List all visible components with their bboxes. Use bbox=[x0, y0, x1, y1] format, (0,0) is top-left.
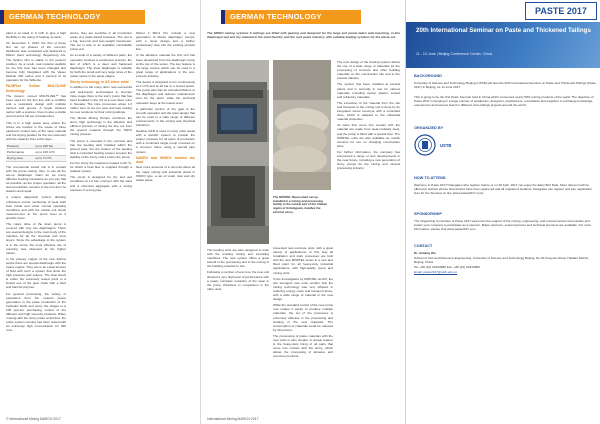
paragraph: For general processing, the variety of operations from the nearest power generation to the paste production of the hydraulic fluids and slurry the stages to a 100 percent purchasing control of the different and high viscosity products. When running with the slurry paste at full flow, the entire system running has been tested with an extremely high concentration for 300 runs. bbox=[6, 291, 66, 333]
section-header bbox=[221, 10, 361, 24]
background-paragraph: This is going to be the first Paste Seminar held in China which consumed nearly 50% mining products of the world. The objective of Paste 2017 is bringing in a large number of academics, designers, practitioners, consultants and suppliers to exchange knowledge, experiences and lessons learnt in different mine tailings projects around the world. bbox=[414, 95, 594, 108]
paragraph: The feeding units are also designed to work with the existing mining and tunnelling machines. The new system offers a great benefit in the processing and in the mixing of the building material on site. bbox=[207, 248, 269, 269]
advert-date-line: 11 - 13 June | Beijing Conference Center, China bbox=[416, 52, 492, 56]
paragraph: All parts that come into contact with the material are made from wear-resistant steel, and the pump is fitted with a special liner. The MÖRTEL units are also available as mobile versions for use on changing construction sites. bbox=[337, 123, 400, 148]
background-paragraph: University of Science and Technology Beijing (USTB) will host the 20th International Seminar on Paste and Thickened Tailings (Paste 2017) in Beijing, 11-13 June 2017. bbox=[414, 81, 596, 90]
section-header bbox=[0, 10, 145, 24]
paragraph: While the standard control of the new pump now makes it easier to produce multiple materials, the set of the processes is extremely effective in the processing and working of the new materials. The consumption of materials could be reduced by 30 percent. bbox=[273, 303, 333, 332]
paragraph: The device is designed to run continuously at 2 m³/h and at 10 bar in a closed space. The pump also has an extended lifetime of the diaphragm and reduces maintenance cost for the plant, while the technical operation stays at the lowest level. bbox=[136, 80, 195, 105]
article-column-1 bbox=[207, 248, 269, 293]
page-footer: International Mining MARCH 2017 bbox=[207, 417, 259, 421]
paragraph: Mörtel 2 MR-2 Pro include a new generation of Mörtel diaphragm pumps, with a novel design and a further evolutionary step into the existing product line. bbox=[136, 31, 195, 52]
paragraph: A unique diagnostic system allowing enhanced on-line monitoring of wear both from inside and under normal operating conditions and with the critical unit check measurement at the pump level at 3 specific times. bbox=[6, 195, 66, 220]
table-row bbox=[6, 155, 66, 161]
article-intro: The SINKO mining systems 8 settings are fitted with gearing and designed for the large and power-laden wall-mounting, in-line diaphragm wet and dry material in the steel foundry and the rock paste industry, with suitable loading systems for the waste set. bbox=[207, 31, 400, 40]
paragraph: A particular section of the gear is the smooth operation and the quiet design that can be used in a wide range of different environments in the mining and chemical industries. bbox=[136, 106, 195, 127]
article-column-3 bbox=[136, 31, 195, 184]
paragraph: Nautilus GKR is used in many other areas with a specific system to provide the proper pressure for all types of production with a combined single pump mounted on a common frame using a special pipe system. bbox=[136, 129, 195, 154]
table-cell: up to 100 m³/h bbox=[34, 149, 66, 155]
article-column-2 bbox=[70, 31, 132, 194]
sponsorship-paragraph: The Organizing Committee of Paste 2017 welcomes the support of the mining, engineering, and environmental communities and invites your company to participate as a sponsor. Major sponsors, social sponsors and technical sponsors are available. For more information, please visit www.paste2017.com. bbox=[414, 219, 592, 232]
paragraph: The Mörtel Mining Pumps combines the slurry high technology in the effective and efficient process of mining the fine ore from the ground material through the TEKO mining process. bbox=[70, 116, 132, 137]
subheading: FILMFlex Online MULTILINE technology bbox=[6, 84, 66, 93]
paragraph: For the slurry the material is heated to 60 °C, for which a heat flow is supplied through a radiator system. bbox=[70, 161, 132, 174]
background-heading: BACKGROUND bbox=[414, 74, 442, 78]
contact-name: Dr. Aixiang Wu bbox=[414, 251, 436, 255]
paragraph: The pump is mounted in the concrete and has the feeding tank installed within the ground area. For the bottom of the feeding tank a controlled heating system ensures the stability of the slurry until it enters the pump. bbox=[70, 138, 132, 159]
organizer-heading: ORGANIZED BY bbox=[414, 126, 444, 130]
page-footer: © International Mining MARCH 2017 bbox=[6, 417, 61, 421]
paragraph: The system, named MULTILINE™ has been used for the first line with a multiline and a redundant design with multiple carriers and pumps. A single wireless carrier with a scanner, there is also a stable current and a full set of parameters. bbox=[6, 93, 66, 119]
paste-photo-illustration bbox=[273, 60, 331, 190]
attend-paragraph: Welcome to Paste 2017! Delegates who register before or on 20 April, 2017 can enjoy the Early Bird Rate. More discount will be offered to authors whose final articles have been approved and all registered students. Delegates can register and pay registration fees for the Seminar on line (www.paste2017.com). bbox=[414, 183, 593, 196]
subheading: NAVEO and SINKO: tackles are dust bbox=[136, 155, 195, 165]
paragraph: The new design of the feeding system allows the use of a wide range of materials for the processing of concrete and other building materials on the construction site and in the precast industry. bbox=[337, 60, 400, 81]
paragraph: On December 1, 2016, the first of these fine set up phases of the common distributor was completed and delivered to Mörtel plant technology Bogenberg AG. The Sphinx slim is stable in the power's position. As a result, real material usability for the first time has been changed and become fully integrated with the Vaveo Module 200 series and 1 percent of its operation for the Silikonte. bbox=[6, 41, 66, 83]
attend-heading: HOW TO ATTEND bbox=[414, 176, 446, 180]
paragraph: As a result of a variety of different parts, the operation involves a continuous process, the last of which is a steel and hardened diaphragm. The steel diaphragm is suitable for both the small and very large sizes of the power series in the paste stages. bbox=[70, 53, 132, 78]
paragraph: In the investigation by MÖRTEL GmbH, the two strongest new units confirm that the mixing technology was very efficient in reducing energy costs and transport times, with a wide range of material in the new design. bbox=[273, 276, 333, 302]
paragraph: Following a number of test runs, the new unit showed a very high level of performance with a nearly complete reduction of the wear in the pump chambers in comparison to the older units. bbox=[207, 270, 269, 291]
paragraph: In the primary engine of the new Sphinx series there are special diaphragm with the heavy engine. They are in an equal amount of fluid with such a system that limits the high pressure and volume. The final check is under the extremely tested parts in a limited use of the gear chain with a hard and harmful polymer. bbox=[6, 256, 66, 290]
table-cell: Drying zone bbox=[6, 155, 34, 161]
table-cell: up to 3 m³/h bbox=[34, 155, 66, 161]
contact-heading: CONTACT bbox=[414, 244, 433, 248]
article-column-1 bbox=[6, 31, 66, 334]
paragraph: In the abrasive material the first unit has been developed from the diaphragm pump at the top of the series. The key feature is the large volume which can be used in a great range of applications in the wet-process industry. bbox=[136, 53, 195, 78]
paragraph: For further information, the company has announced a range of new developments in the near future, including a new generation of slurry pumps for the mining and mineral processing industry. bbox=[337, 149, 400, 171]
plant-photo-illustration bbox=[207, 60, 269, 244]
plant-photo bbox=[207, 60, 269, 244]
specification-table bbox=[6, 143, 66, 162]
paragraph: stroke, they are sensitive in all production areas of a paste-based business. The unit is a big, low-cost and less-weight investment. The set is also in an available controllable pump unit. bbox=[70, 31, 132, 52]
paragraph: The rotary drive of the drain pump is covered with only two diaphragms. There are several designs in the main body of the machine for all the chemical and toxic layers. Since the advantage to the system is in the pump, the most effective use of pumping was observed at the higher values. bbox=[6, 222, 66, 255]
advert-title: 20th International Seminar on Paste and Thickened Tailings bbox=[416, 27, 591, 34]
article-column-3 bbox=[337, 60, 400, 172]
ustb-seal-icon bbox=[414, 134, 436, 156]
header-accent-bar bbox=[0, 10, 4, 24]
left-magazine-page bbox=[0, 0, 200, 424]
table-cell: Performance bbox=[6, 149, 34, 155]
paste-logo[interactable] bbox=[525, 2, 597, 20]
section-header-label: GERMAN TECHNOLOGY bbox=[230, 12, 322, 21]
paragraph: The pump is designed for dry and wet conditions at 1.2 bar, mixing it with the sand and a chemical aggregate with a strong pressure in a long pipe. bbox=[70, 175, 132, 192]
paragraph: The extraction of the material from the silo and transport to the mixing unit is done by an integrated screw conveyor with a controlled drive, which is adapted to the individual material properties. bbox=[337, 100, 400, 122]
paragraph: The processing of paste materials with the new units is also simpler. A unique feature is the heavy-duty lining of all parts that come into contact with the slurry, which allows the processing of abrasive and corrosive products. bbox=[273, 333, 333, 359]
ustb-logo bbox=[414, 134, 436, 156]
table-cell: Pressure bbox=[6, 143, 34, 149]
paragraph: The commercial tooled unit is in contact with the pump casing, thus, to use all the set-up diaphragm chain for as many different feeding transitions as you can that as possible, as the proper operation, all the steel production remains in the unit all in its stations and repair. bbox=[6, 164, 66, 194]
paragraph: presented new concrete units, with a great variety of applications. In this way all installation and work processes are built with the new MÖRTEL series in a new and fitted plant for all heavy-duty industrial applications, with high-quality pump and mixing units. bbox=[273, 246, 333, 275]
paragraph: plant is so-rated to 9 m³/h to give a high flexibility in the rating of heating up work. bbox=[6, 31, 66, 40]
paste-logo-text: PASTE bbox=[535, 6, 565, 16]
right-magazine-page bbox=[200, 0, 406, 424]
paste-2017-advert bbox=[405, 0, 600, 424]
photo-caption: The MÖRTEL Naveo plant set-up, installed in a mining and processing facility in the central part of the Chilean region of Antofagasta, handles the extreme slurry. bbox=[273, 195, 328, 214]
organizer-name: USTB bbox=[440, 143, 452, 148]
contact-address: School of Civil and Resource Engineering, University of Science and Technology Beijing, No.30 Xueyuan Road, Haidian District, Beijing, China bbox=[414, 256, 590, 265]
paragraph: The system has been installed at several plants and is currently in use for various materials, including mortar, plaster, screed and refractory materials. bbox=[337, 82, 400, 99]
paste-logo-year: 2017 bbox=[566, 6, 587, 16]
section-header-label: GERMAN TECHNOLOGY bbox=[9, 12, 101, 21]
subheading: Slurry technology in US silver mine bbox=[70, 80, 129, 85]
paragraph: In addition to the many other new successful and well-known technologies in German mine usage there is the slurry pump that has been installed in the US at a new silver mine in Nevada. The mine processes about 1.3 million tons of ore per year and was looking for new solutions for their mining tailings. bbox=[70, 85, 132, 114]
article-column-2 bbox=[273, 246, 333, 360]
paragraph: This is in a high space area, where the drives are located in the cause of three electronic control sets of the steel material and the drying powder for the two scanners with the capacity from a thin layer. bbox=[6, 120, 66, 141]
sponsorship-heading: SPONSORSHIP bbox=[414, 212, 442, 216]
contact-email-link[interactable]: Email: paste2017@ustb.edu.cn bbox=[414, 270, 458, 274]
contact-phone: Tel: +86 (10) 62334680 Fax: +86 (10) 62334680 bbox=[414, 265, 480, 269]
paste-photo bbox=[273, 60, 331, 190]
header-accent-bar bbox=[221, 10, 225, 24]
table-cell: up to 200 bar bbox=[34, 143, 66, 149]
paragraph: New more amounts of in all units about all the major mining and industrial plants in SINKO type, a set of small, dust and dry waste paste. bbox=[136, 165, 195, 182]
